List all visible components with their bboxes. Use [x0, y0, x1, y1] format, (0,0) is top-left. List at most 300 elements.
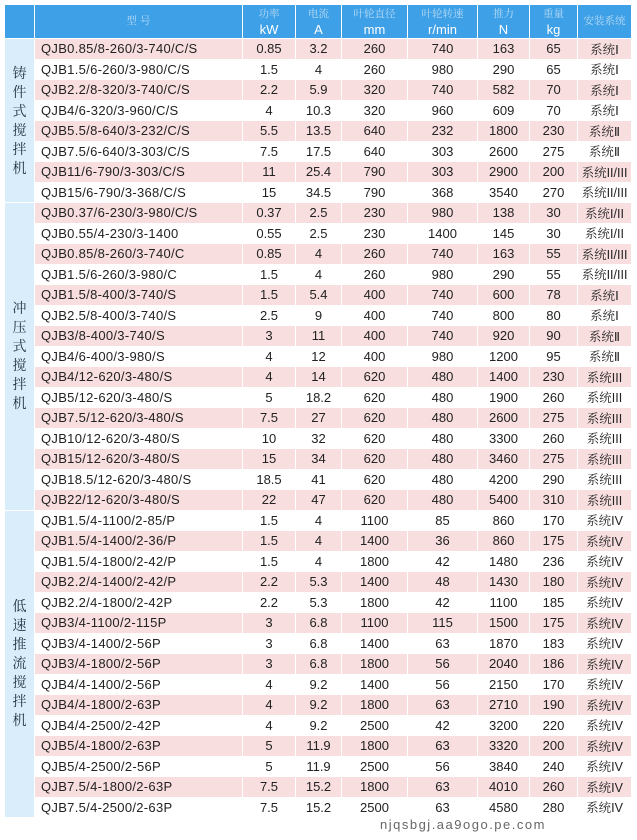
table-row [5, 674, 632, 695]
cell-current: 4 [296, 244, 342, 265]
cell-system: 系统III [578, 387, 632, 408]
table-row [5, 449, 632, 470]
cell-weight: 260 [530, 387, 578, 408]
table-row [5, 203, 632, 224]
cell-current: 14 [296, 367, 342, 388]
cell-current: 2.5 [296, 223, 342, 244]
cell-model: QJB22/12-620/3-480/S [35, 490, 243, 511]
cell-system: 系统III [578, 408, 632, 429]
cell-thrust: 600 [478, 285, 530, 306]
header-thrust: 推力 N [478, 5, 530, 39]
cell-weight: 220 [530, 715, 578, 736]
cell-system: 系统I/II [578, 223, 632, 244]
cell-model: QJB4/6-320/3-960/C/S [35, 100, 243, 121]
cell-speed: 480 [408, 367, 478, 388]
cell-model: QJB0.85/8-260/3-740/C/S [35, 39, 243, 60]
cell-thrust: 1480 [478, 551, 530, 572]
cell-speed: 980 [408, 346, 478, 367]
cell-system: 系统III [578, 367, 632, 388]
cell-current: 4 [296, 531, 342, 552]
cell-weight: 200 [530, 736, 578, 757]
cell-weight: 78 [530, 285, 578, 306]
cell-system: 系统IV [578, 695, 632, 716]
cell-thrust: 4580 [478, 797, 530, 818]
header-model: 型 号 [35, 5, 243, 39]
header-install-system: 安装系统 [578, 5, 632, 39]
table-row [5, 654, 632, 675]
cell-thrust: 2900 [478, 162, 530, 183]
cell-model: QJB18.5/12-620/3-480/S [35, 469, 243, 490]
cell-weight: 95 [530, 346, 578, 367]
table-row [5, 408, 632, 429]
cell-model: QJB0.37/6-230/3-980/C/S [35, 203, 243, 224]
cell-system: 系统Ⅰ [578, 285, 632, 306]
cell-model: QJB4/4-1400/2-56P [35, 674, 243, 695]
cell-speed: 740 [408, 326, 478, 347]
cell-system: 系统Ⅰ [578, 80, 632, 101]
cell-diameter: 2500 [342, 797, 408, 818]
cell-thrust: 800 [478, 305, 530, 326]
cell-model: QJB4/4-1800/2-63P [35, 695, 243, 716]
table-row [5, 244, 632, 265]
cell-diameter: 400 [342, 326, 408, 347]
cell-model: QJB7.5/4-2500/2-63P [35, 797, 243, 818]
cell-thrust: 4200 [478, 469, 530, 490]
cell-system: 系统Ⅰ [578, 39, 632, 60]
header-blank [5, 5, 35, 39]
table-row [5, 613, 632, 634]
cell-diameter: 400 [342, 305, 408, 326]
cell-thrust: 2040 [478, 654, 530, 675]
table-row [5, 387, 632, 408]
cell-speed: 480 [408, 449, 478, 470]
cell-speed: 63 [408, 736, 478, 757]
cell-thrust: 3540 [478, 182, 530, 203]
cell-system: 系统IV [578, 674, 632, 695]
table-row [5, 797, 632, 818]
cell-thrust: 1800 [478, 121, 530, 142]
cell-current: 2.5 [296, 203, 342, 224]
table-row [5, 715, 632, 736]
cell-thrust: 2710 [478, 695, 530, 716]
cell-model: QJB0.85/8-260/3-740/C [35, 244, 243, 265]
cell-diameter: 1400 [342, 674, 408, 695]
cell-power: 15 [243, 449, 296, 470]
cell-weight: 275 [530, 141, 578, 162]
cell-power: 4 [243, 367, 296, 388]
category-label: 低速推流搅拌机 [5, 510, 35, 818]
cell-system: 系统III [578, 428, 632, 449]
cell-thrust: 290 [478, 59, 530, 80]
cell-thrust: 1400 [478, 367, 530, 388]
cell-current: 9.2 [296, 715, 342, 736]
cell-speed: 36 [408, 531, 478, 552]
cell-current: 32 [296, 428, 342, 449]
table-row [5, 633, 632, 654]
cell-model: QJB5/4-2500/2-56P [35, 756, 243, 777]
cell-weight: 180 [530, 572, 578, 593]
table-row [5, 121, 632, 142]
cell-model: QJB7.5/4-1800/2-63P [35, 777, 243, 798]
cell-system: 系统Ⅰ [578, 100, 632, 121]
cell-speed: 48 [408, 572, 478, 593]
cell-system: 系统IV [578, 715, 632, 736]
table-row [5, 551, 632, 572]
cell-diameter: 400 [342, 285, 408, 306]
cell-weight: 200 [530, 162, 578, 183]
cell-weight: 70 [530, 80, 578, 101]
cell-thrust: 138 [478, 203, 530, 224]
cell-current: 12 [296, 346, 342, 367]
cell-speed: 740 [408, 285, 478, 306]
table-row [5, 182, 632, 203]
cell-power: 4 [243, 715, 296, 736]
cell-diameter: 790 [342, 182, 408, 203]
cell-model: QJB10/12-620/3-480/S [35, 428, 243, 449]
cell-thrust: 5400 [478, 490, 530, 511]
cell-power: 2.2 [243, 572, 296, 593]
cell-diameter: 1800 [342, 654, 408, 675]
cell-weight: 175 [530, 531, 578, 552]
cell-model: QJB1.5/4-1100/2-85/P [35, 510, 243, 531]
cell-thrust: 290 [478, 264, 530, 285]
cell-current: 15.2 [296, 797, 342, 818]
cell-power: 3 [243, 633, 296, 654]
cell-system: 系统III [578, 469, 632, 490]
cell-current: 27 [296, 408, 342, 429]
table-row [5, 510, 632, 531]
cell-system: 系统IV [578, 572, 632, 593]
table-row [5, 141, 632, 162]
cell-weight: 275 [530, 408, 578, 429]
cell-thrust: 3460 [478, 449, 530, 470]
cell-weight: 230 [530, 121, 578, 142]
cell-model: QJB3/4-1100/2-115P [35, 613, 243, 634]
cell-system: 系统IV [578, 510, 632, 531]
cell-system: 系统Ⅱ [578, 141, 632, 162]
cell-speed: 63 [408, 797, 478, 818]
cell-current: 6.8 [296, 633, 342, 654]
cell-diameter: 1800 [342, 592, 408, 613]
cell-power: 4 [243, 695, 296, 716]
cell-speed: 42 [408, 551, 478, 572]
cell-current: 9.2 [296, 674, 342, 695]
cell-weight: 65 [530, 39, 578, 60]
cell-thrust: 609 [478, 100, 530, 121]
cell-current: 25.4 [296, 162, 342, 183]
cell-power: 10 [243, 428, 296, 449]
cell-weight: 236 [530, 551, 578, 572]
cell-diameter: 320 [342, 100, 408, 121]
cell-speed: 480 [408, 428, 478, 449]
cell-weight: 190 [530, 695, 578, 716]
cell-power: 0.85 [243, 244, 296, 265]
cell-speed: 115 [408, 613, 478, 634]
cell-power: 4 [243, 674, 296, 695]
cell-current: 3.2 [296, 39, 342, 60]
table-row [5, 490, 632, 511]
cell-current: 5.3 [296, 572, 342, 593]
cell-power: 3 [243, 326, 296, 347]
cell-weight: 175 [530, 613, 578, 634]
cell-thrust: 2150 [478, 674, 530, 695]
cell-speed: 56 [408, 756, 478, 777]
table-row [5, 428, 632, 449]
header-current: 电流 A [296, 5, 342, 39]
cell-current: 47 [296, 490, 342, 511]
cell-weight: 65 [530, 59, 578, 80]
header-impeller-speed: 叶轮转速 r/min [408, 5, 478, 39]
cell-diameter: 320 [342, 80, 408, 101]
cell-system: 系统III [578, 449, 632, 470]
cell-weight: 30 [530, 203, 578, 224]
cell-speed: 303 [408, 162, 478, 183]
cell-weight: 55 [530, 244, 578, 265]
cell-current: 5.4 [296, 285, 342, 306]
cell-speed: 480 [408, 387, 478, 408]
cell-thrust: 1870 [478, 633, 530, 654]
category-label: 铸件式搅拌机 [5, 39, 35, 203]
cell-diameter: 790 [342, 162, 408, 183]
cell-diameter: 1800 [342, 777, 408, 798]
cell-power: 15 [243, 182, 296, 203]
cell-power: 2.2 [243, 592, 296, 613]
cell-thrust: 3320 [478, 736, 530, 757]
cell-current: 11.9 [296, 756, 342, 777]
cell-power: 5 [243, 736, 296, 757]
cell-system: 系统I/II [578, 203, 632, 224]
cell-thrust: 1900 [478, 387, 530, 408]
cell-current: 17.5 [296, 141, 342, 162]
category-label: 冲压式搅拌机 [5, 203, 35, 511]
cell-model: QJB2.2/8-320/3-740/C/S [35, 80, 243, 101]
cell-thrust: 145 [478, 223, 530, 244]
cell-weight: 183 [530, 633, 578, 654]
cell-system: 系统II/III [578, 244, 632, 265]
cell-thrust: 920 [478, 326, 530, 347]
mixer-spec-table [4, 4, 632, 818]
table-row [5, 80, 632, 101]
cell-diameter: 1100 [342, 510, 408, 531]
cell-system: 系统IV [578, 756, 632, 777]
cell-system: 系统IV [578, 633, 632, 654]
table-row [5, 59, 632, 80]
cell-diameter: 260 [342, 244, 408, 265]
cell-model: QJB2.5/8-400/3-740/S [35, 305, 243, 326]
cell-thrust: 3840 [478, 756, 530, 777]
cell-speed: 63 [408, 777, 478, 798]
cell-speed: 63 [408, 633, 478, 654]
cell-speed: 56 [408, 674, 478, 695]
cell-model: QJB1.5/6-260/3-980/C [35, 264, 243, 285]
cell-system: 系统IV [578, 777, 632, 798]
cell-model: QJB1.5/6-260/3-980/C/S [35, 59, 243, 80]
cell-system: 系统IV [578, 531, 632, 552]
spec-table-container [4, 4, 631, 818]
table-row [5, 756, 632, 777]
cell-power: 2.2 [243, 80, 296, 101]
cell-current: 4 [296, 59, 342, 80]
cell-power: 7.5 [243, 777, 296, 798]
cell-weight: 240 [530, 756, 578, 777]
cell-system: 系统II/III [578, 264, 632, 285]
cell-weight: 80 [530, 305, 578, 326]
cell-current: 11.9 [296, 736, 342, 757]
cell-thrust: 1430 [478, 572, 530, 593]
cell-diameter: 1400 [342, 531, 408, 552]
table-row [5, 572, 632, 593]
cell-diameter: 620 [342, 387, 408, 408]
cell-current: 11 [296, 326, 342, 347]
cell-thrust: 582 [478, 80, 530, 101]
watermark: njqsbgj.aa9ogo.pe.com [380, 817, 546, 832]
cell-speed: 85 [408, 510, 478, 531]
cell-power: 3 [243, 613, 296, 634]
cell-speed: 56 [408, 654, 478, 675]
cell-model: QJB4/12-620/3-480/S [35, 367, 243, 388]
cell-diameter: 1100 [342, 613, 408, 634]
cell-current: 4 [296, 264, 342, 285]
cell-weight: 270 [530, 182, 578, 203]
table-row [5, 162, 632, 183]
cell-thrust: 4010 [478, 777, 530, 798]
cell-speed: 303 [408, 141, 478, 162]
cell-model: QJB15/6-790/3-368/C/S [35, 182, 243, 203]
cell-power: 5 [243, 387, 296, 408]
cell-system: 系统IV [578, 592, 632, 613]
cell-model: QJB1.5/4-1400/2-36/P [35, 531, 243, 552]
cell-current: 6.8 [296, 613, 342, 634]
cell-thrust: 2600 [478, 408, 530, 429]
cell-thrust: 1500 [478, 613, 530, 634]
cell-thrust: 860 [478, 510, 530, 531]
cell-power: 5 [243, 756, 296, 777]
cell-thrust: 3200 [478, 715, 530, 736]
cell-weight: 30 [530, 223, 578, 244]
cell-model: QJB5.5/8-640/3-232/C/S [35, 121, 243, 142]
table-row [5, 285, 632, 306]
cell-current: 15.2 [296, 777, 342, 798]
cell-speed: 42 [408, 592, 478, 613]
cell-model: QJB2.2/4-1400/2-42/P [35, 572, 243, 593]
cell-model: QJB4/4-2500/2-42P [35, 715, 243, 736]
header-power: 功率 kW [243, 5, 296, 39]
cell-system: 系统Ⅰ [578, 59, 632, 80]
cell-model: QJB1.5/4-1800/2-42/P [35, 551, 243, 572]
cell-power: 22 [243, 490, 296, 511]
cell-power: 3 [243, 654, 296, 675]
cell-current: 6.8 [296, 654, 342, 675]
table-row [5, 367, 632, 388]
cell-system: 系统IV [578, 551, 632, 572]
cell-speed: 980 [408, 203, 478, 224]
cell-power: 1.5 [243, 264, 296, 285]
cell-speed: 368 [408, 182, 478, 203]
cell-current: 9.2 [296, 695, 342, 716]
cell-system: 系统Ⅱ [578, 121, 632, 142]
cell-speed: 960 [408, 100, 478, 121]
table-row [5, 346, 632, 367]
cell-power: 18.5 [243, 469, 296, 490]
cell-diameter: 620 [342, 367, 408, 388]
cell-weight: 310 [530, 490, 578, 511]
cell-weight: 170 [530, 674, 578, 695]
cell-power: 2.5 [243, 305, 296, 326]
cell-speed: 740 [408, 305, 478, 326]
cell-system: 系统Ⅱ [578, 346, 632, 367]
cell-diameter: 400 [342, 346, 408, 367]
cell-power: 5.5 [243, 121, 296, 142]
cell-power: 7.5 [243, 408, 296, 429]
cell-weight: 90 [530, 326, 578, 347]
cell-diameter: 260 [342, 59, 408, 80]
cell-current: 4 [296, 551, 342, 572]
cell-thrust: 163 [478, 244, 530, 265]
table-row [5, 223, 632, 244]
cell-weight: 260 [530, 428, 578, 449]
cell-diameter: 620 [342, 449, 408, 470]
table-row [5, 777, 632, 798]
cell-weight: 230 [530, 367, 578, 388]
cell-speed: 740 [408, 80, 478, 101]
cell-system: 系统II/III [578, 162, 632, 183]
cell-system: 系统III [578, 490, 632, 511]
cell-power: 1.5 [243, 510, 296, 531]
cell-speed: 480 [408, 490, 478, 511]
cell-current: 34.5 [296, 182, 342, 203]
cell-system: 系统IV [578, 736, 632, 757]
cell-weight: 170 [530, 510, 578, 531]
cell-diameter: 230 [342, 203, 408, 224]
cell-diameter: 260 [342, 264, 408, 285]
cell-speed: 980 [408, 59, 478, 80]
cell-thrust: 2600 [478, 141, 530, 162]
table-row [5, 326, 632, 347]
cell-current: 5.9 [296, 80, 342, 101]
cell-diameter: 2500 [342, 756, 408, 777]
cell-diameter: 260 [342, 39, 408, 60]
cell-power: 1.5 [243, 531, 296, 552]
cell-system: 系统IV [578, 797, 632, 818]
cell-weight: 185 [530, 592, 578, 613]
cell-current: 9 [296, 305, 342, 326]
cell-model: QJB15/12-620/3-480/S [35, 449, 243, 470]
cell-weight: 55 [530, 264, 578, 285]
cell-weight: 260 [530, 777, 578, 798]
table-row [5, 469, 632, 490]
cell-power: 0.85 [243, 39, 296, 60]
cell-current: 10.3 [296, 100, 342, 121]
cell-thrust: 163 [478, 39, 530, 60]
cell-model: QJB3/4-1400/2-56P [35, 633, 243, 654]
cell-power: 0.55 [243, 223, 296, 244]
cell-diameter: 640 [342, 141, 408, 162]
cell-power: 1.5 [243, 551, 296, 572]
table-row [5, 695, 632, 716]
cell-weight: 275 [530, 449, 578, 470]
cell-model: QJB7.5/12-620/3-480/S [35, 408, 243, 429]
cell-system: 系统IV [578, 613, 632, 634]
cell-speed: 63 [408, 695, 478, 716]
cell-power: 0.37 [243, 203, 296, 224]
cell-model: QJB0.55/4-230/3-1400 [35, 223, 243, 244]
cell-system: 系统II/III [578, 182, 632, 203]
table-row [5, 305, 632, 326]
cell-diameter: 1800 [342, 551, 408, 572]
cell-weight: 70 [530, 100, 578, 121]
cell-diameter: 1800 [342, 695, 408, 716]
cell-weight: 280 [530, 797, 578, 818]
